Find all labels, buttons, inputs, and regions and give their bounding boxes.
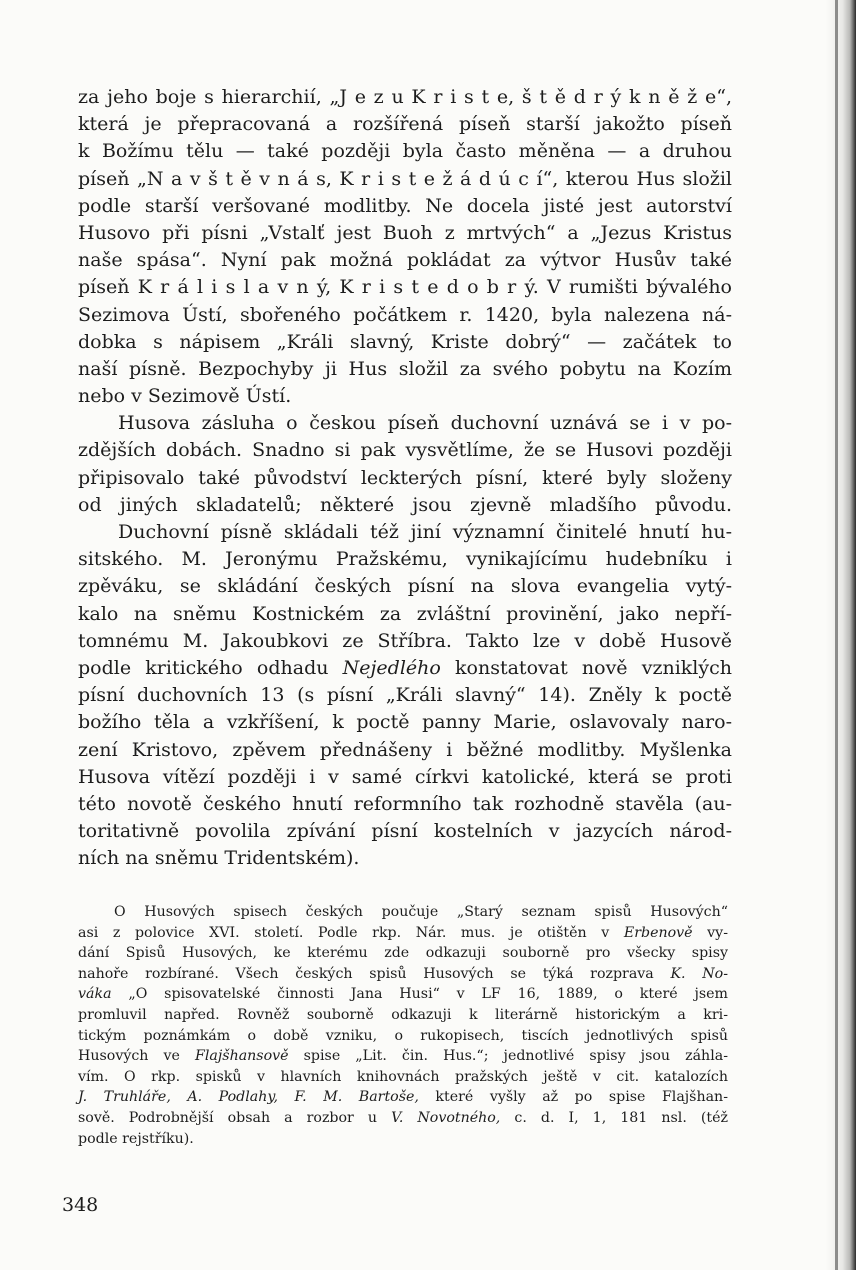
page-number: 348	[62, 1194, 99, 1216]
body-line: ních na sněmu Tridentském).	[78, 847, 360, 870]
footnote-line: vím. O rkp. spisků v hlavních knihovnách pražských ještě v cit. katalozích	[78, 1068, 728, 1085]
footnote-line: O Husových spisech českých poučuje „Starý seznam spisů Husových“	[114, 904, 728, 920]
footnote-line	[78, 964, 728, 985]
footnote-text: které vyšly až po spise Flajšhan-	[435, 1089, 728, 1106]
body-line: toritativně povolila zpívání písní kostelních v jazycích národ-	[78, 820, 732, 843]
footnote-text: „O spisovatelské činnosti Jana Husi“ v LF 16, 1889, o které jsem	[128, 986, 728, 1003]
footnote-line	[78, 1108, 728, 1129]
body-line: kalo na sněmu Kostnickém za zvláštní provinění, jako nepří-	[78, 602, 732, 625]
body-line: píseň K r á l i s l a v n ý, K r i s t e d o b r ý. V rumišti bývalého	[78, 276, 732, 299]
body-line: od jiných skladatelů; některé jsou zjevně mladšího původu.	[78, 493, 732, 516]
body-line-text: konstatovat nově vzniklých	[455, 656, 732, 679]
footnote-line	[78, 923, 728, 944]
body-line: která je přepracovaná a rozšířená píseň starší jakožto píseň	[78, 113, 732, 136]
body-line: zpěváku, se skládání českých písní na slova evangelia vytý-	[78, 575, 732, 598]
body-line: píseň „N a v š t ě v n á s, K r i s t e ž á d ú c í“, kterou Hus složil	[78, 167, 732, 190]
italic-name: váka	[78, 986, 112, 1003]
body-line: této novotě českého hnutí reformního tak rozhodně stavěla (au-	[78, 792, 732, 815]
body-line: Husova vítězí později i v samé církvi katolické, která se proti	[78, 765, 732, 788]
page-binding-line	[835, 0, 838, 1270]
body-line: písní duchovních 13 (s písní „Králi slavný“ 14). Zněly k poctě	[78, 684, 732, 707]
footnote-text: asi z polovice XVI. století. Podle rkp. Nár. mus. je otištěn v	[78, 924, 610, 941]
footnote-text: c. d. I, 1, 181 nsl. (též	[514, 1109, 728, 1126]
body-line: zdějších dobách. Snadno si pak vysvětlíme, že se Husovi později	[78, 439, 732, 462]
body-line: k Božímu tělu — také později byla často měněna — a druhou	[78, 140, 732, 163]
footnote	[78, 902, 728, 1149]
body-line: tomnému M. Jakoubkovi ze Stříbra. Takto lze v době Husově	[78, 629, 732, 652]
italic-name: J. Truhláře, A. Podlahy, F. M. Bartoše,	[78, 1089, 419, 1106]
body-line: Duchovní písně skládali též jiní významní činitelé hnutí hu-	[118, 521, 732, 543]
footnote-line: podle rejstříku).	[78, 1130, 194, 1147]
footnote-text: sově. Podrobnější obsah a rozbor u	[78, 1109, 378, 1126]
footnote-text: nahoře rozbírané. Všech českých spisů Husových se týká rozprava	[78, 965, 654, 982]
body-line: Husovo při písni „Vstalť jest Buoh z mrtvých“ a „Jezus Kristus	[78, 221, 732, 244]
body-line: božího těla a vzkříšení, k poctě panny Marie, oslavovaly naro-	[78, 711, 732, 734]
body-line-mixed	[78, 655, 732, 682]
footnote-text: Husových ve	[78, 1048, 180, 1065]
footnote-line: promluvil napřed. Rovněž souborně odkazuji k literárně historickým a kri-	[78, 1006, 728, 1023]
footnote-line	[78, 984, 728, 1005]
footnote-text: spise „Lit. čin. Hus.“; jednotlivé spisy jsou záhla-	[303, 1048, 728, 1065]
body-line: podle starší veršované modlitby. Ne docela jisté jest autorství	[78, 194, 732, 217]
body-line: nebo v Sezimově Ústí.	[78, 385, 292, 408]
page-edge-shadow	[826, 0, 856, 1270]
body-line: připisovalo také původství leckterých písní, které byly složeny	[78, 466, 732, 489]
italic-name: K. No-	[670, 965, 728, 982]
body-line: dobka s nápisem „Králi slavný, Kriste dobrý“ — začátek to	[78, 330, 732, 353]
body-line: Husova zásluha o českou píseň duchovní uznává se i v po-	[118, 412, 732, 435]
body-line: sitského. M. Jeronýmu Pražskému, vynikajícímu hudebníku i	[78, 548, 732, 571]
body-line: naše spása“. Nyní pak možná pokládat za výtvor Husův také	[78, 249, 732, 272]
italic-name: Erbenově	[623, 924, 693, 941]
body-line: naší písně. Bezpochyby ji Hus složil za svého pobytu na Kozím	[78, 357, 732, 380]
footnote-line	[78, 1087, 728, 1108]
italic-name: Flajšhansově	[195, 1048, 289, 1065]
footnote-line	[78, 1046, 728, 1067]
body-line: zení Kristovo, zpěvem přednášeny i běžné modlitby. Myšlenka	[78, 738, 732, 761]
body-line-text: podle kritického odhadu	[78, 656, 329, 679]
body-line: za jeho boje s hierarchií, „J e z u K r i s t e, š t ě d r ý k n ě ž e“,	[78, 86, 732, 108]
italic-name: V. Novotného,	[391, 1109, 501, 1126]
footnote-line: dání Spisů Husových, ke kterému zde odkazuji souborně pro všecky spisy	[78, 945, 728, 962]
footnote-text: vy-	[707, 924, 728, 941]
body-text	[78, 84, 732, 872]
italic-name: Nejedlého	[342, 656, 441, 679]
footnote-line: tickým poznámkám o době vzniku, o rukopisech, tiscích jednotlivých spisů	[78, 1027, 728, 1044]
body-line: Sezimova Ústí, sbořeného počátkem r. 1420, byla nalezena ná-	[78, 303, 732, 326]
